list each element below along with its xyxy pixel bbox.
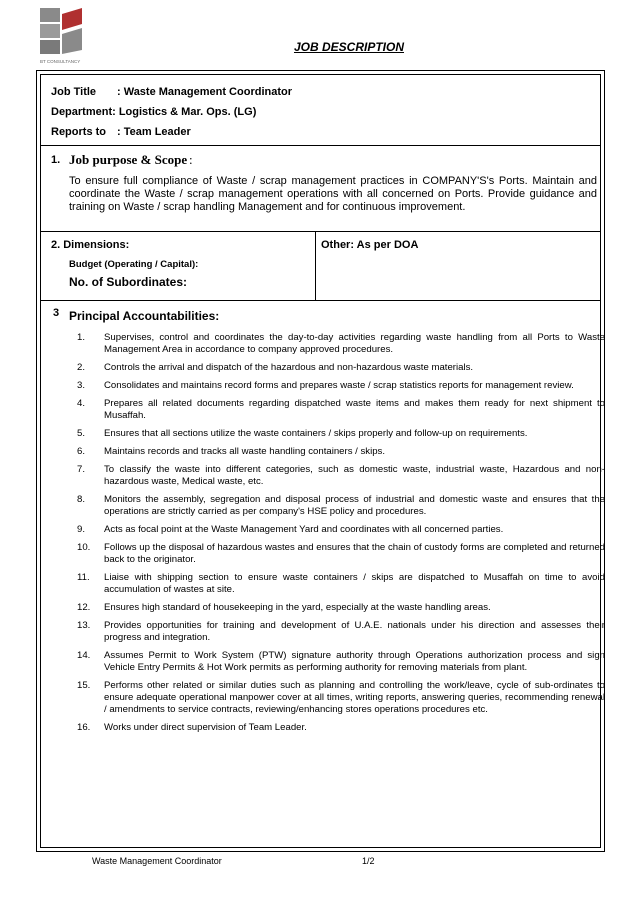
list-item-text: Ensures high standard of housekeeping in the yard, especially at the waste handling areas. [104, 602, 491, 613]
list-item-number: 3. [77, 380, 86, 391]
list-item-number: 2. [77, 362, 86, 373]
section3-heading: Principal Accountabilities: [69, 309, 220, 323]
list-item-text: Acts as focal point at the Waste Management Yard and coordinates with all concerned parties. [104, 524, 504, 535]
job-title-label: Job Title [51, 86, 97, 98]
list-item [77, 332, 605, 356]
column-divider [315, 231, 316, 300]
budget-label: Budget (Operating / Capital): [69, 259, 199, 270]
list-item [77, 464, 605, 488]
subordinates-label: No. of Subordinates: [69, 275, 187, 289]
divider [41, 300, 600, 301]
list-item-number: 9. [77, 524, 86, 535]
reports-to-label: Reports to [51, 126, 106, 138]
other-doa: Other: As per DOA [321, 239, 419, 251]
list-item-text: To classify the waste into different categories, such as domestic waste, industrial waste, Hazardous and non-hazardous waste, Medical waste, etc. [104, 464, 605, 487]
department-line: Department: Logistics & Mar. Ops. (LG) [51, 106, 257, 118]
page-title: JOB DESCRIPTION [293, 40, 404, 54]
list-item [77, 428, 605, 440]
section2-heading: 2. Dimensions: [51, 239, 130, 251]
section1-text: To ensure full compliance of Waste / scrap management practices in COMPANY'S's Ports. Maintain and coordinate the Waste / scrap management operations with all concerned on Ports. Provide guidance and training on Waste / scrap handling Management and for continuous improvement. [69, 175, 597, 213]
list-item [77, 680, 605, 716]
list-item-text: Provides opportunities for training and development of U.A.E. nationals under his direction and assesses their progress and integration. [104, 620, 605, 643]
list-item [77, 362, 605, 374]
list-item-number: 1. [77, 332, 86, 343]
section1-colon: : [189, 152, 193, 167]
list-item-text: Supervises, control and coordinates the day-to-day activities regarding waste handling from all Ports to Waste Management Area in accordance to company approved procedures. [104, 332, 605, 355]
job-title-value: : Waste Management Coordinator [117, 86, 292, 98]
list-item-text: Consolidates and maintains record forms and prepares waste / scrap statistics reports for management review. [104, 380, 574, 391]
list-item [77, 620, 605, 644]
list-item-text: Ensures that all sections utilize the waste containers / skips properly and follow-up on requirements. [104, 428, 528, 439]
document-inner-frame [40, 74, 605, 848]
list-item [77, 398, 605, 422]
list-item-number: 4. [77, 398, 86, 409]
list-item-number: 8. [77, 494, 86, 505]
list-item-text: Prepares all related documents regarding dispatched waste items and makes them ready for next shipment to Musaffah. [104, 398, 605, 421]
list-item-text: Liaise with shipping section to ensure waste containers / skips are dispatched to Musaffah on time to avoid accumulation of wastes at site. [104, 572, 605, 595]
list-item-text: Controls the arrival and dispatch of the hazardous and non-hazardous waste materials. [104, 362, 474, 373]
list-item-number: 12. [77, 602, 91, 613]
accountabilities-list [77, 332, 605, 740]
list-item-text: Maintains records and tracks all waste handling containers / skips. [104, 446, 386, 457]
list-item [77, 542, 605, 566]
section3-number: 3 [53, 307, 60, 319]
list-item-number: 10. [77, 542, 91, 553]
list-item-text: Monitors the assembly, segregation and disposal process of industrial and domestic waste and ensures that the operations are strictly carried as per company's HSE policy and procedures. [104, 494, 605, 517]
list-item-number: 11. [77, 572, 90, 583]
section1-number: 1. [51, 154, 61, 166]
list-item-number: 15. [77, 680, 91, 691]
list-item [77, 446, 605, 458]
divider [41, 231, 600, 232]
list-item [77, 602, 605, 614]
list-item [77, 572, 605, 596]
list-item [77, 650, 605, 674]
list-item-text: Follows up the disposal of hazardous wastes and ensures that the chain of custody forms are completed and returned back to the originator. [104, 542, 605, 565]
list-item [77, 722, 605, 734]
list-item-text: Performs other related or similar duties such as planning and controlling the work/leave, cycle of sub-ordinates to ensure adequate operational manpower cover at all times, writing reports, answering queries, recommending renewal / amendments to service contracts, reviewing/enhancing stores operations procedures etc. [104, 680, 605, 715]
section1-heading: Job purpose & Scope [69, 152, 188, 167]
list-item [77, 494, 605, 518]
list-item-number: 16. [77, 722, 91, 733]
list-item [77, 524, 605, 536]
divider [41, 145, 600, 146]
logo-caption: BT CONSULTANCY [40, 59, 81, 64]
document-frame [36, 70, 605, 852]
footer-page-number: 1/2 [362, 856, 375, 866]
list-item-text: Works under direct supervision of Team Leader. [104, 722, 307, 733]
list-item-number: 7. [77, 464, 86, 475]
footer-title: Waste Management Coordinator [92, 856, 222, 866]
list-item-number: 6. [77, 446, 86, 457]
list-item-number: 13. [77, 620, 91, 631]
reports-to-value: : Team Leader [117, 126, 191, 138]
list-item-number: 5. [77, 428, 86, 439]
list-item [77, 380, 605, 392]
list-item-text: Assumes Permit to Work System (PTW) signature authority through Operations authorization process and sign Vehicle Entry Permits & Hot Work permits as performing authority for removing materials from plant. [104, 650, 605, 673]
list-item-number: 14. [77, 650, 91, 661]
company-logo [38, 6, 84, 66]
